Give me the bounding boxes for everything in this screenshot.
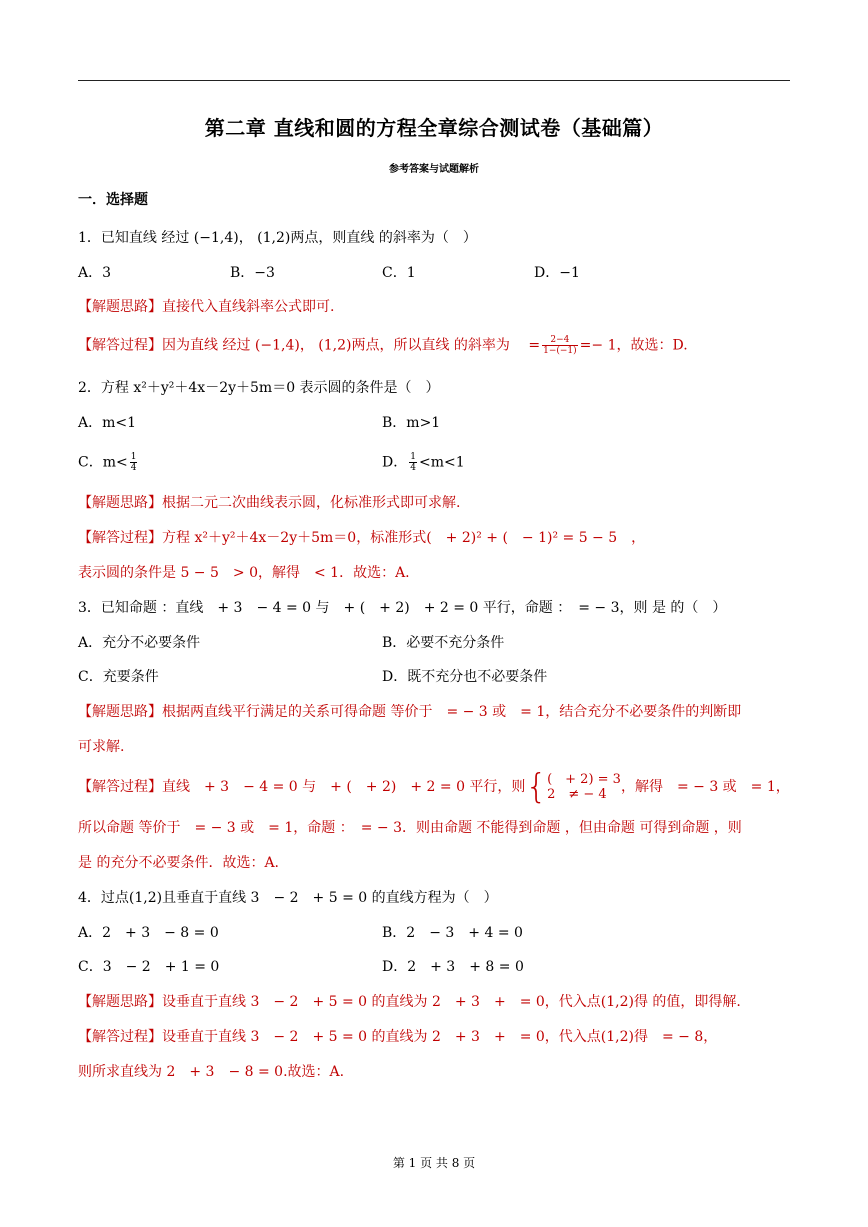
q2-optc-fraction: $\frac{1}{4}$ xyxy=(130,452,137,473)
page-subtitle: 参考答案与试题解析 xyxy=(389,164,479,175)
q3-process-line3: 是 的充分不必要条件．故选：A. xyxy=(78,855,280,871)
q4-process: 【解答过程】设垂直于直线 3 − 2 + 5 = 0 的直线为 2 + 3 + = 0，代入点(1,2)得 = − 8， xyxy=(78,1029,718,1045)
q3-option-a: A．充分不必要条件 xyxy=(78,635,201,651)
q1-option-c: C．1 xyxy=(382,265,416,281)
q2-option-b: B．m>1 xyxy=(382,415,441,431)
q1-option-d: D．−1 xyxy=(534,265,580,281)
q4-option-b: B．2 − 3 + 4 = 0 xyxy=(382,925,523,941)
q3-equation-system: { ( + 2) = 3 2 ≠ − 4 xyxy=(525,767,621,807)
q1-idea xyxy=(78,297,334,317)
q1-stem: 1．已知直线 经过 (−1,4)， (1,2)两点，则直线 的斜率为（ ） xyxy=(78,230,477,246)
q4-idea: 【解题思路】设垂直于直线 3 − 2 + 5 = 0 的直线为 2 + 3 + = 0，代入点(1,2)得 的值，即得解. xyxy=(78,994,741,1010)
q2-stem: 2．方程 x²＋y²＋4x－2y＋5m＝0 表示圆的条件是（ ） xyxy=(78,380,440,396)
q3-process: 【解答过程】直线 + 3 − 4 = 0 与 + ( + 2) + 2 = 0 平行，则{ ( + 2) = 3 2 ≠ − 4 ，解得 = − 3 或 = 1， xyxy=(78,767,790,807)
q4-option-d: D．2 + 3 + 8 = 0 xyxy=(382,959,524,975)
section-heading: 一．选择题 xyxy=(78,192,148,208)
q3-idea: 【解题思路】根据两直线平行满足的关系可得命题 等价于 = − 3 或 = 1，结合充分不必要条件的判断即 xyxy=(78,704,742,720)
page-footer: 第 1 页 共 8 页 xyxy=(392,1156,476,1170)
q1-proc-answer: =− 1，故选：D. xyxy=(579,337,688,354)
q1-proc-text: 因为直线 经过 (−1,4)， (1,2)两点，所以直线 的斜率为 = xyxy=(162,337,541,354)
q1-option-b: B．−3 xyxy=(230,265,275,281)
header-rule xyxy=(78,80,790,81)
q1-slope-fraction: $\frac{2-4}{1-(-1)}$ xyxy=(543,335,577,356)
q3-option-d: D．既不充分也不必要条件 xyxy=(382,669,548,685)
q4-option-a: A．2 + 3 − 8 = 0 xyxy=(78,925,219,941)
q1-idea-text: 直接代入直线斜率公式即可. xyxy=(162,299,335,315)
q2-process-line2: 表示圆的条件是 5 − 5 > 0，解得 < 1．故选：A. xyxy=(78,565,410,581)
q4-stem: 4．过点(1,2)且垂直于直线 3 − 2 + 5 = 0 的直线方程为（ ） xyxy=(78,890,498,906)
q2-optd-fraction: $\frac{1}{4}$ xyxy=(410,452,416,473)
q4-process-line2: 则所求直线为 2 + 3 − 8 = 0.故选：A. xyxy=(78,1064,345,1080)
q1-proc-tag: 【解答过程】 xyxy=(78,337,162,354)
q2-process: 【解答过程】方程 x²＋y²＋4x－2y＋5m＝0，标准形式( + 2)² + ( − 1)² = 5 − 5 ， xyxy=(78,530,646,546)
q1-option-a: A．3 xyxy=(78,265,112,281)
q2-option-a: A．m<1 xyxy=(78,415,137,431)
q1-idea-tag: 【解题思路】 xyxy=(78,299,162,315)
q3-stem: 3．已知命题 ：直线 + 3 − 4 = 0 与 + ( + 2) + 2 = 0 平行，命题 ： = − 3，则 是 的（ ） xyxy=(78,600,727,616)
q3-option-c: C．充要条件 xyxy=(78,669,159,685)
q3-idea-line2: 可求解. xyxy=(78,739,125,755)
q3-process-line2: 所以命题 等价于 = − 3 或 = 1，命题 ： = − 3．则由命题 不能得到命题 ，但由命题 可得到命题 ，则 xyxy=(78,820,742,836)
q4-option-c: C．3 − 2 + 1 = 0 xyxy=(78,959,220,975)
q2-idea: 【解题思路】根据二元二次曲线表示圆，化标准形式即可求解. xyxy=(78,495,461,511)
q1-process xyxy=(78,335,688,356)
q3-option-b: B．必要不充分条件 xyxy=(382,635,505,651)
page-title: 第二章 直线和圆的方程全章综合测试卷（基础篇） xyxy=(204,116,664,140)
left-brace-icon: { xyxy=(525,767,548,807)
q2-option-c: C．m< $\frac{1}{4}$ xyxy=(78,452,137,473)
q2-option-d: D． $\frac{1}{4}$ <m<1 xyxy=(382,452,465,473)
